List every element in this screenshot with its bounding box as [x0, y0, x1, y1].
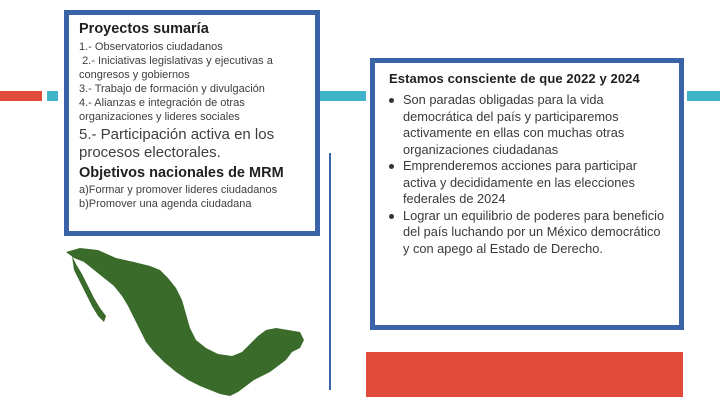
mexico-map-icon: [64, 244, 308, 400]
projects-panel: [64, 10, 320, 236]
commitment-text-3: Lograr un equilibrio de poderes para beneficio del país luchando por un México democrático y con apego al Estado de Derecho.: [403, 207, 665, 256]
vertical-divider: [329, 153, 331, 390]
project-item-1: 1.- Observatorios ciudadanos: [79, 41, 223, 53]
mexico-map-shape: [66, 248, 304, 396]
projects-title: Proyectos sumaría: [79, 21, 209, 37]
commitment-bullet-2: [389, 158, 669, 208]
project-item-5: 5.- Participación activa en los procesos electorales.: [79, 126, 275, 161]
commitment-text-1: Son paradas obligadas para la vida democrática del país y participaremos activamente en ellas con muchas otras organizaciones ciudadanas: [403, 92, 625, 157]
bullet-icon: [389, 164, 394, 169]
objective-a: a)Formar y promover lideres ciudadanos: [79, 184, 278, 196]
objective-b: b)Promover una agenda ciudadana: [79, 198, 252, 210]
commitment-title: Estamos consciente de que 2022 y 2024: [389, 71, 640, 86]
commitment-bullet-1: [389, 92, 669, 158]
decor-teal-bar-right: [687, 91, 720, 101]
commitment-bullet-3: [389, 208, 669, 258]
project-item-4: 4.- Alianzas e integración de otras organizaciones y lideres sociales: [79, 97, 245, 123]
objectives-title: Objetivos nacionales de MRM: [79, 165, 284, 181]
bullet-icon: [389, 98, 394, 103]
decor-red-bar-left: [0, 91, 42, 101]
project-item-3: 3.- Trabajo de formación y divulgación: [79, 83, 265, 95]
project-item-2: 2.- Iniciativas legislativas y ejecutivas a congresos y gobiernos: [79, 55, 276, 81]
decor-teal-bar-left: [47, 91, 58, 101]
commitment-text-2: Emprenderemos acciones para participar activa y decididamente en las elecciones federales de 2024: [403, 158, 638, 206]
decor-red-block: [366, 352, 683, 397]
commitment-panel: [370, 58, 684, 330]
decor-teal-bar-mid-right: [332, 91, 366, 101]
commitment-list: [389, 92, 669, 257]
bullet-icon: [389, 214, 394, 219]
